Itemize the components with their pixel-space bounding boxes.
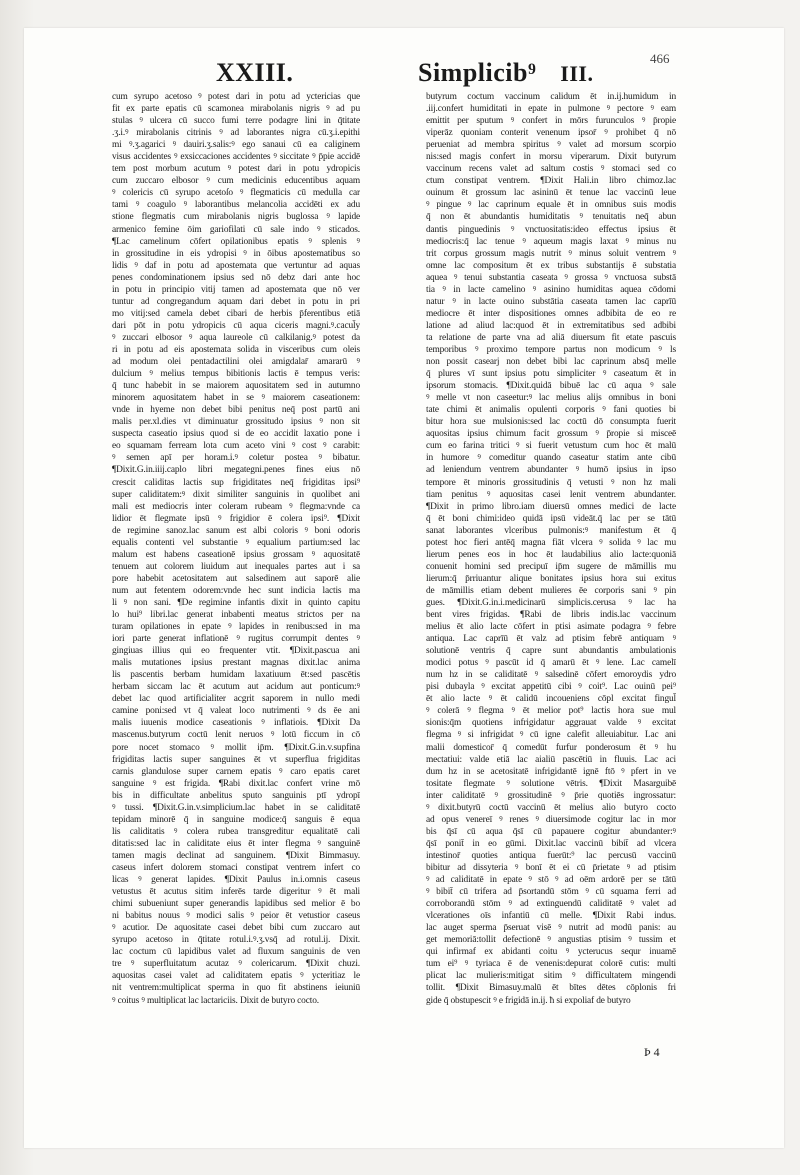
text-line: mo vitij:sed camela debet cibari de herbis p̄ferentibus etiā (112, 308, 360, 319)
text-line: q̄ non ēt abundantis humiditatis ꝰ tenuitatis neq̄ abun (426, 212, 676, 223)
text-line: minorem aquositatem habet in se ꝰ maiorem caseationem: (112, 393, 360, 404)
text-line: sionis:q̄m quotiens infrigidatur aggrauat valde ꝰ excitat (426, 718, 676, 729)
text-line: bis q̄sī cū aqua q̄sī cū papauere cogitur abundanter:ꝰ (426, 826, 676, 837)
running-head-title: Simplicib⁹ (418, 58, 537, 87)
text-line: temporibus ꝰ proximo tempore partus non modicum ꝰ ls (426, 344, 676, 355)
text-line: tuntur ad congregandum aquam dari debet in potu in pri (112, 296, 360, 307)
text-line: dari pōt in potu ydropicis cū aqua ciceris magni.ꝰ.cacul̄y (112, 320, 360, 331)
text-line: ꝰ acutior. De aquositate casei debet bibi cum zuccaro aut (112, 923, 360, 934)
text-line: ꝰ zuccari elbosor ꝰ aqua laureole cū calkilanig.ꝰ potest da (112, 332, 360, 343)
text-line: ꝰ dixit.butyrū coctū vaccinū ēt melius alio butyro cocto (426, 802, 676, 813)
text-line: mediocris:q̄ lac tenue ꝰ aqueum magis laxat ꝰ minus nu (426, 236, 676, 247)
text-line: stione flegmatis cum mirabolanis nigris buglossa ꝰ lapide (112, 212, 360, 223)
text-line: cum eo farina tritici ꝰ si fuerit vetustum cum hoc ēt malū (426, 441, 676, 452)
text-line: q̄ plures vī sunt ipsius potu simpliciter ꝰ caseatum ēt in (426, 369, 676, 380)
text-line: ēt alio lacte ꝰ ēt calidū incoueniens cōpl excitat fingul̄ (426, 694, 676, 705)
text-line: nis:sed magis confert in morsu viperarum. Dixit butyrum (426, 152, 676, 163)
text-line: inter caliditatē ꝰ grossitudinē ꝰ p̄rie quotiēs ingrossatur: (426, 790, 676, 801)
text-line: fit ex parte epatis cū scamonea mirabolanis nigris ꝰ ad pu (112, 104, 360, 115)
text-line: vnde in hyeme non debet bibi penitus neq̄ post partū ani (112, 405, 360, 416)
text-line: .iij.confert humiditati in epate in pulmone ꝰ pectore ꝰ eam (426, 104, 676, 115)
text-line: chimi subueniunt super generandis lapidibus sed melior ē bo (112, 899, 360, 910)
text-line: bis in difficultate anbelitus sputo sanguinis ptī ydropī (112, 790, 360, 801)
text-line: pore nocet stomaco ꝰ mollit ip̄m. ¶Dixit.G.in.v.supfina (112, 742, 360, 753)
text-line: equalis contenti vel substantie ꝰ equalium partium:sed lac (112, 537, 360, 548)
text-line: visus accidentes ꝰ exsiccaciones accidentes ꝰ siccitate ꝰ p̄pie accidē (112, 152, 360, 163)
text-line: ipsorum stomacis. ¶Dixit.quidā bibuē lac cū aqua ꝰ sale (426, 381, 676, 392)
text-line: camine poni:sed vt q̄ valeat loco nutrimenti ꝰ ds ēe ani (112, 706, 360, 717)
text-line: lierum:q̄ p̄rriuantur alique bonitates ipsius hora sui exitus (426, 573, 676, 584)
text-line: malis iuuenis modice caseationis ꝰ inflatiois. ¶Dixit Da (112, 718, 360, 729)
text-line: tositate flegmate ꝰ solutione vētris. ¶Dixit Masarguibē (426, 778, 676, 789)
text-line: lis caliditatis ꝰ colera rubea transgreditur equalitatē cali (112, 826, 360, 837)
text-line: ¶Dixit in primo libro.iam diuersū omnes medici de lacte (426, 501, 676, 512)
text-line: corroborandū stōm ꝰ ad extinguendū caliditatē ꝰ valet ad (426, 899, 676, 910)
text-line: get memoriā:tollit defectionē ꝰ angustias ptisim ꝰ tussim et (426, 935, 676, 946)
text-line: tre ꝰ superfluitatum acutaz ꝰ colericarum. ¶Dixit chuzi. (112, 959, 360, 970)
text-line: ¶Dixit.G.in.iiij.caplo libri megategni.penes fines eius nō (112, 465, 360, 476)
text-line: sanguine ꝰ est frigida. ¶Rabi dixit.lac confert vrine mō (112, 778, 360, 789)
text-line: antiqua. Lac caprīū ēt valz ad ptisim febrē antiquam ꝰ (426, 634, 676, 645)
text-line: caseus infert dolorem stomaci constipat ventrem infert co (112, 863, 360, 873)
text-line: bibitur ad dissyteria ꝰ bonī ēt ei cū p̄rietate ꝰ ad ptisim (426, 863, 676, 873)
text-line: aquea ꝰ tenui substantia caseata ꝰ grossa ꝰ vnctuosa substā (426, 272, 676, 283)
text-line: lis pascentis berbam humidam laxatiuum ēt:sed pascētis (112, 670, 360, 681)
text-line: bitur hora sue mulsionis:sed lac coctū dō consumpta fuerit (426, 417, 676, 428)
text-line: dulcium ꝰ melius tempus bibitionis lactis ē tempus veris: (112, 369, 360, 380)
text-line: dantis pinguedinis ꝰ vnctuositatis:ideo effectus ipsius ēt (426, 224, 676, 235)
text-line: modici potus ꝰ pascūt id q̄ amarū ēt ꝰ lene. Lac camelī (426, 658, 676, 669)
text-line: ꝰ melle vt non caseetur:ꝰ lac melius alijs omnibus in boni (426, 393, 676, 404)
text-line: gues. ¶Dixit.G.in.i.medicinarū simplicis.cerusa ꝰ lac ha (426, 597, 676, 608)
text-line: lac auget sperma p̄seruat visē ꝰ nutrit ad modū panis: au (426, 923, 676, 934)
text-line: ꝰ ad caliditatē in epate ꝰ stō ꝰ ad oēm ardorē per se tātū (426, 875, 676, 886)
text-line: stulas ꝰ ulcera cū succo fumi terre podagre lini in q̄titate (112, 116, 360, 127)
text-line: dum hz in se acetositatē infrigidantē ignē ftō ꝰ pfert in ve (426, 766, 676, 777)
text-line: mediocre ēt inter dispositiones omnes adbibita de eo re (426, 308, 676, 319)
text-line: iori parte generat inflationē ꝰ rugitus corrumpit dentes ꝰ (112, 634, 360, 645)
text-line: crescit caliditas lactis sup frigiditates neq̄ frigiditas ipsi⁹ (112, 477, 360, 488)
text-line: non possit casearj non debet bibi lac caprinum absq̄ melle (426, 357, 676, 368)
text-line: ꝰ pingue ꝰ lac caprinum equale ēt in omnibus suis modis (426, 200, 676, 211)
text-line: natur ꝰ in lacte ouino substātia caseata tamen lac caprīū (426, 296, 676, 307)
text-line: debet lac quod artificialiter acgrit saporem in nullo medi (112, 694, 360, 705)
text-line: gide q̄ obstupescit ꝰ e frigidā in.ij. ħ si expoliaf de butyro (426, 995, 631, 1006)
text-line: tenuem aut colorem liuidum aut inequales partes aut i sa (112, 561, 360, 572)
text-column-left (112, 91, 360, 1007)
text-line: armenico femine ōim gariofilati cū sale indo ꝰ sticados. (112, 224, 360, 235)
text-line: super caliditatem:ꝰ dixit similiter sanguinis in quolibet ani (112, 489, 360, 500)
running-head-roman: III. (560, 61, 594, 86)
text-line: vaccinum recens valet ad saltum costis ꝰ stomaci sed co (426, 164, 676, 175)
text-line: ri in potu ad eis apostemata solida in visceribus cum oleis (112, 344, 360, 355)
text-line: ad leniendum ventrem abundanter ꝰ humō ipsius in ipso (426, 465, 676, 476)
text-line: nit ventrem:multiplicat sperma in quo fit abstinens ieiuniū (112, 983, 360, 994)
text-line: mi ꝰ.ʒ.agarici ꝰ dauiri.ʒ.salis:ꝰ ego sanaui cū ea caliginem (112, 140, 360, 151)
text-line: ad opus venereī ꝰ renes ꝰ diuersimode cogitur lac in mor (426, 814, 676, 825)
text-line: tem post morbum acutum ꝰ potest dari in potu ydropicis (112, 164, 360, 175)
text-line: perueniat ad membra spiritus ꝰ valet ad morsum scorpio (426, 140, 676, 151)
text-line: ꝰ colericis cū syrupo acetoſo ꝰ flegmaticis cū medulla car (112, 188, 360, 199)
text-line: tepidam minorē q̄ in sanguine modice:q̄ sanguis ē equa (112, 814, 360, 825)
text-line: ꝰ semen apī per horam.i.ꝰ coletur postea ꝰ bibatur. (112, 453, 360, 464)
text-line: carnis glandulose super carnem epatis ꝰ caro epatis caret (112, 766, 360, 777)
text-line: mascenus.butyrum coctū lenit neruos ꝰ lotū ficcum in cō (112, 730, 360, 741)
running-head-left: XXIII. (216, 58, 294, 87)
text-line: .ʒ.i.ꝰ mirabolanis citrinis ꝰ ad laborantes nigra cū.ʒ.i.epithi (112, 128, 360, 139)
text-line: frigiditas lactis super sanguines ēt vt superflua frigiditas (112, 754, 360, 765)
text-line: pore habebit acetositatem aut salsedinem aut saporē alie (112, 573, 360, 584)
text-line: syrupo acetoso in q̄titate rotul.i.ꝰ.ʒ.vsq̄ ad rotul.ij. Dixit. (112, 935, 360, 946)
text-line: tamen magis declinat ad sanguinem. ¶Dixit Bimmasuy. (112, 850, 360, 861)
text-line: vlcerationes oīs infantiū cū melle. ¶Dixit Rabi indus. (426, 911, 676, 922)
text-line: q̄ tunc habebit in se maiorem aquositatem sed in autumno (112, 381, 360, 392)
text-line: malii domesticor̄ q̄ comedūt furfur ponderosum ēt ꝰ hu (426, 742, 676, 753)
text-line: conuenit homini sed precipuī ip̄m sugere de māmillis mu (426, 561, 676, 572)
text-line: lidis ꝰ daf in potu ad apostemata que vertuntur ad aquas (112, 260, 360, 271)
text-column-right (426, 91, 676, 1007)
text-line: tiam penitus ꝰ aquositas casei lenit ventrem abundanter. (426, 489, 676, 500)
text-line: lidior ēt flegmate ipsū ꝰ frigidior ē colera ipsi⁹. ¶Dixit (112, 513, 360, 524)
text-line: tollit. ¶Dixit Bimasuy.malū ēt bītes dētes cōplonis fri (426, 983, 676, 994)
text-line: turam opilationes in epate ꝰ lapides in renibus:sed in ma (112, 622, 360, 633)
text-line: cum syrupo acetoso ꝰ potest dari in potu ad yctericias que (112, 92, 360, 102)
text-line: penes condominationem ipsius sed nō debz dari ante hoc (112, 272, 360, 283)
text-line: butyrum coctum vaccinum calidum ēt in.ij.humidum in (426, 92, 676, 102)
text-line: eo squamam ferream lota cum aceto vini ꝰ cost ꝰ carabit: (112, 441, 360, 452)
text-line: q̄ ēt boni chimi:ideo quidā ipsū videāt.q̄ lac per se tātū (426, 513, 676, 524)
text-line: de regimine sanoz.lac sanum est albi coloris ꝰ boni odoris (112, 525, 360, 536)
text-line: lierum penes eos in hoc ēt laudabilius alio lacte:quoniā (426, 549, 676, 560)
text-line: emittit per sputum ꝰ confert in mōrs furunculos ꝰ p̄ropie (426, 116, 676, 127)
text-line: malis per.xl.dies vt diminuatur grossitudo ipsius ꝰ non sit (112, 417, 360, 428)
text-line: num aut fetentem odorem:vnde hec sunt indicia lactis ma (112, 585, 360, 596)
text-line: ouinum ēt grossum lac asininū ēt tenue lac vaccinū leue (426, 188, 676, 199)
text-line: tempore ēt minoris grossitudinis q̄ vetusti ꝰ non hz mali (426, 477, 676, 488)
text-line: lac coctum cū lapidibus valet ad fluxum sanguinis de ven (112, 947, 360, 958)
text-line: tate chimi ēt animalis opulenti corporis ꝰ fani quoties bi (426, 405, 676, 416)
text-line: ꝰ coitus ꝰ multiplicat lac lactariciis. Dixit de butyro cocto. (112, 995, 319, 1006)
text-line: latione ad aliud lac:quod ēt in extremitatibus sed adbibi (426, 320, 676, 331)
text-line: vetustus ēt acutus sitim inferēs tarde digeritur ꝰ ēt mali (112, 887, 360, 898)
text-line: melius ēt alio lacte cōfert in ptisi asimate podagra ꝰ febre (426, 622, 676, 633)
text-line: li ꝰ non sani. ¶De regimine infantis dixit in quinto capitu (112, 597, 360, 608)
text-line: trit corpus grossum magis nutrit ꝰ minus soluit ventrem ꝰ (426, 248, 676, 259)
text-line: licas ꝰ generat lapides. ¶Dixit Paulus in.i.omnis caseus (112, 875, 360, 886)
text-line: ni babitus nouus ꝰ modici salis ꝰ peior ēt vetustior caseus (112, 911, 360, 922)
text-line: flegma ꝰ si infrigidat ꝰ cū igne calefit alleuiabitur. Lac ani (426, 730, 676, 741)
running-head-right (418, 58, 593, 88)
text-line: num hz in se caliditatē ꝰ salsedinē cōfert emoroydis ydro (426, 670, 676, 681)
text-line: ad modum olei pentadactilini olei amigdalar̄ amararū ꝰ (112, 357, 360, 368)
text-line: ctum constipat ventrem. ¶Dixit Hali.in libro chimoz.lac (426, 176, 676, 187)
text-line: gingiuas illius qui eo frequenter vtit. ¶Dixit.pascua ani (112, 646, 360, 657)
text-line: mali est mediocris inter coleram rubeam ꝰ flegma:vnde ca (112, 501, 360, 512)
text-line: in potu in principio vitij tamen ad apostemata que nō ver (112, 284, 360, 295)
text-line: in grossitudine in eis ydropisi ꝰ in ōibus apostematibus so (112, 248, 360, 259)
text-line: viperāz quoniam conterit venenum ipsor̄ ꝰ prohibet q̄ nō (426, 128, 676, 139)
text-line: q̄sī ponit̄ in eo gūmi. Dixit.lac vaccinū bibit̄ ad vlcera (426, 838, 676, 849)
text-line: de māmillis etiam debent mulieres ēe corporis sani ꝰ pin (426, 585, 676, 596)
folio-number: 466 (650, 51, 670, 66)
text-line: ta relatione de parte vna ad aliā diuersum fit etate pascuis (426, 332, 676, 343)
text-line: malis mutationes ipsius prestant magnas dixit.lac anima (112, 658, 360, 669)
text-line: ꝰ bibit̄ cū trifera ad p̄sortandū stōm ꝰ cū squama ferri ad (426, 887, 676, 898)
text-line: tami ꝰ coagulo ꝰ laborantibus melancolia accidēti ex adu (112, 200, 360, 211)
text-line: lo hui⁹ libri.lac generat inbabenti meatus strictos per na (112, 610, 360, 621)
text-line: mectatiui: valde etiā lac aialiū pascētiū in fluuis. Lac aci (426, 754, 676, 765)
text-line: ꝰ tussi. ¶Dixit.G.in.v.simplicium.lac habet in se caliditatē (112, 802, 360, 813)
text-line: aquositas ipsius chimum facit grossum ꝰ p̄ropie si misceē (426, 429, 676, 440)
text-line: intestinor̄ quoties antiqua fuerūt:⁹ lac percusū vaccinū (426, 850, 676, 861)
text-line: suspecta caseatio ipsius quod si de eo accidit laxatio pone i (112, 429, 360, 440)
text-line: ꝰ colerā ꝰ flegma ꝰ ēt melior pot⁹ lactis hora sue mul (426, 706, 676, 717)
signature-mark: Þ 4 (644, 1045, 660, 1059)
text-line: potest hoc fieri antēq̄ magna fiāt vlcera ꝰ solida ꝰ lac mu (426, 537, 676, 548)
text-line: cum zuccaro elbosor ꝰ cum medicinis educentibus aquam (112, 176, 360, 187)
text-line: aquositas casei valet ad caliditatem epatis ꝰ ycteritiaz le (112, 971, 360, 982)
text-line: qui infirmaf ex abidanti coitu ꝰ ycterucus sequr inuamē (426, 947, 676, 958)
text-line: tia ꝰ in lacte camelino ꝰ asinino humiditas aquea cōdomi (426, 284, 676, 295)
text-line: pisi dubayla ꝰ excitat appetitū cibi ꝰ coit⁹. Lac ouinū pei⁹ (426, 682, 676, 693)
text-line: plicat lac mulieris:mitigat sitim ꝰ difficultatem mingendi (426, 971, 676, 982)
text-line: solutionē ventris q̄ capre sunt abundantis ambulationis (426, 646, 676, 657)
text-line: omne lac compositum ēt ex tribus substantijs ē substatia (426, 260, 676, 271)
text-line: herbam siccam lac ēt acutum aut acidum aut ponticum:ꝰ (112, 682, 360, 693)
text-line: tum ei⁹ ꝰ tyriaca ē de venenis:depurat colorē cutis: multi (426, 959, 676, 970)
text-line: sanat laborantes vlceribus pulmonis:ꝰ manifestum ēt q̄ (426, 525, 676, 536)
text-line: ¶Lac camelinum cōfert opilationibus epatis ꝰ splenis ꝰ (112, 236, 360, 247)
text-line: bent vires frigidas. ¶Rabi de libris indis.lac vaccinum (426, 610, 676, 621)
text-line: malum est habens caseationē ipsius grossam ꝰ aquositatē (112, 549, 360, 560)
text-line: ditatis:sed lac in caliditate eius ēt inter flegma ꝰ sanguinē (112, 838, 360, 849)
text-line: in humore ꝰ comeditur quando caseatur statim ante cibū (426, 453, 676, 464)
